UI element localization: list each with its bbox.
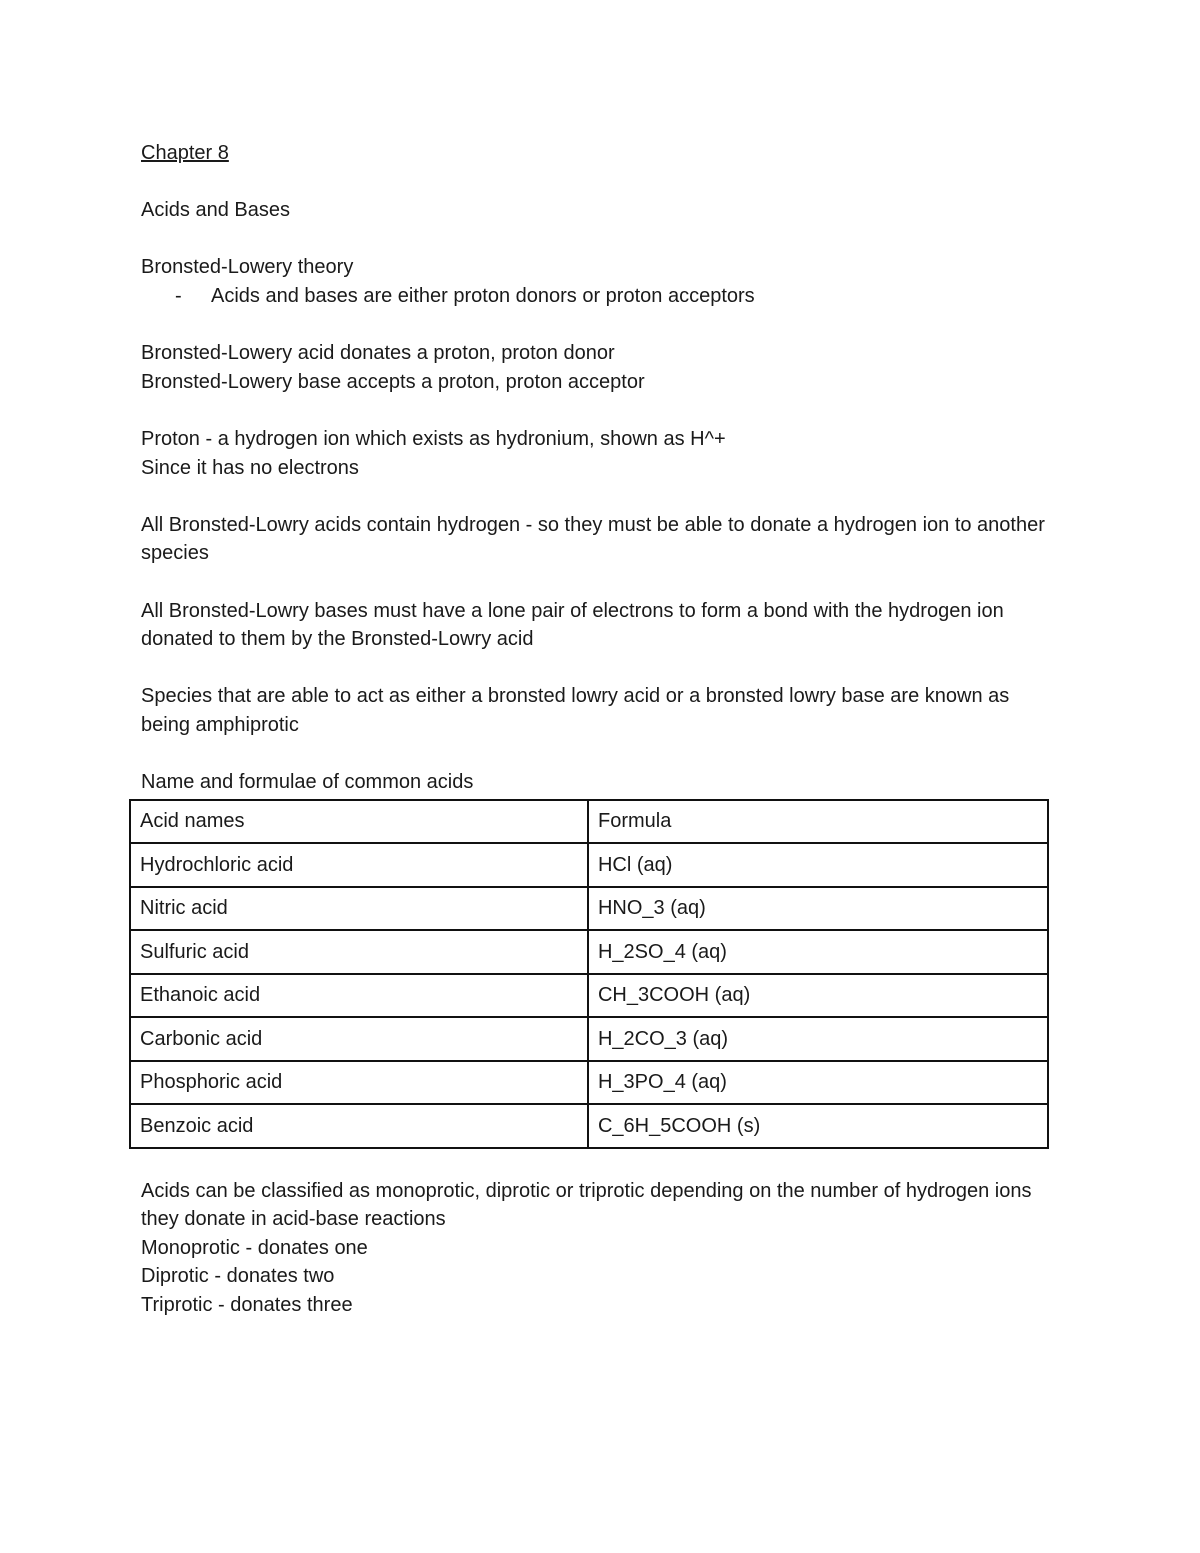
spacer [141, 311, 1061, 340]
acid-formula-cell: H_2CO_3 (aq) [588, 1017, 1048, 1061]
acid-formula-cell: CH_3COOH (aq) [588, 974, 1048, 1018]
bases-lone-pair-paragraph: All Bronsted-Lowry bases must have a lone pair of electrons to form a bond with the hydrogen ion donated to them by the Bronsted-Lowry acid [141, 599, 1004, 651]
table-row [130, 1104, 1048, 1148]
acid-name-cell: Hydrochloric acid [130, 843, 588, 887]
amphiprotic-paragraph: Species that are able to act as either a bronsted lowry acid or a bronsted lowry base are known as being amphiprotic [141, 685, 1010, 736]
diprotic-definition: Diprotic - donates two [141, 1265, 335, 1288]
header-acid-names: Acid names [130, 800, 588, 844]
classification-paragraph: Acids can be classified as monoprotic, diprotic or triprotic depending on the number of hydrogen ions they donate in acid-base reactions [141, 1179, 1032, 1231]
acid-formula-cell: H_2SO_4 (aq) [588, 930, 1048, 974]
spacer [141, 225, 1061, 254]
header-formula: Formula [588, 800, 1048, 844]
proton-definition: Proton - a hydrogen ion which exists as hydronium, shown as H^+ [141, 427, 726, 450]
theory-bullet-text: Acids and bases are either proton donors or proton acceptors [211, 284, 755, 307]
table-header-row [130, 800, 1048, 844]
acids-table [129, 799, 1049, 1149]
proton-note: Since it has no electrons [141, 456, 359, 479]
acids-hydrogen-paragraph: All Bronsted-Lowry acids contain hydrogen - so they must be able to donate a hydrogen ion to another species [141, 513, 1045, 565]
acid-name-cell: Nitric acid [130, 887, 588, 931]
table-row [130, 887, 1048, 931]
theory-heading: Bronsted-Lowery theory [141, 256, 354, 279]
document-page [141, 139, 1061, 1320]
acid-formula-cell: HCl (aq) [588, 843, 1048, 887]
table-row [130, 930, 1048, 974]
spacer [141, 654, 1061, 683]
spacer [141, 739, 1061, 768]
acid-name-cell: Carbonic acid [130, 1017, 588, 1061]
bullet-marker: - [175, 284, 182, 307]
monoprotic-definition: Monoprotic - donates one [141, 1236, 368, 1259]
acid-name-cell: Benzoic acid [130, 1104, 588, 1148]
table-row [130, 1061, 1048, 1105]
base-definition: Bronsted-Lowery base accepts a proton, proton acceptor [141, 370, 645, 393]
triprotic-definition: Triprotic - donates three [141, 1294, 353, 1317]
table-row [130, 1017, 1048, 1061]
chapter-title: Chapter 8 [141, 142, 229, 164]
spacer [141, 396, 1061, 425]
table-row [130, 974, 1048, 1018]
spacer [141, 482, 1061, 511]
acid-name-cell: Ethanoic acid [130, 974, 588, 1018]
acid-definition: Bronsted-Lowery acid donates a proton, proton donor [141, 342, 615, 365]
acid-formula-cell: C_6H_5COOH (s) [588, 1104, 1048, 1148]
acid-name-cell: Phosphoric acid [130, 1061, 588, 1105]
acid-formula-cell: HNO_3 (aq) [588, 887, 1048, 931]
acid-formula-cell: H_3PO_4 (aq) [588, 1061, 1048, 1105]
spacer [141, 168, 1061, 197]
acid-name-cell: Sulfuric acid [130, 930, 588, 974]
table-caption: Name and formulae of common acids [141, 771, 474, 794]
theory-bullet-item [141, 282, 1061, 311]
spacer [141, 568, 1061, 597]
topic-heading: Acids and Bases [141, 199, 290, 222]
table-row [130, 843, 1048, 887]
